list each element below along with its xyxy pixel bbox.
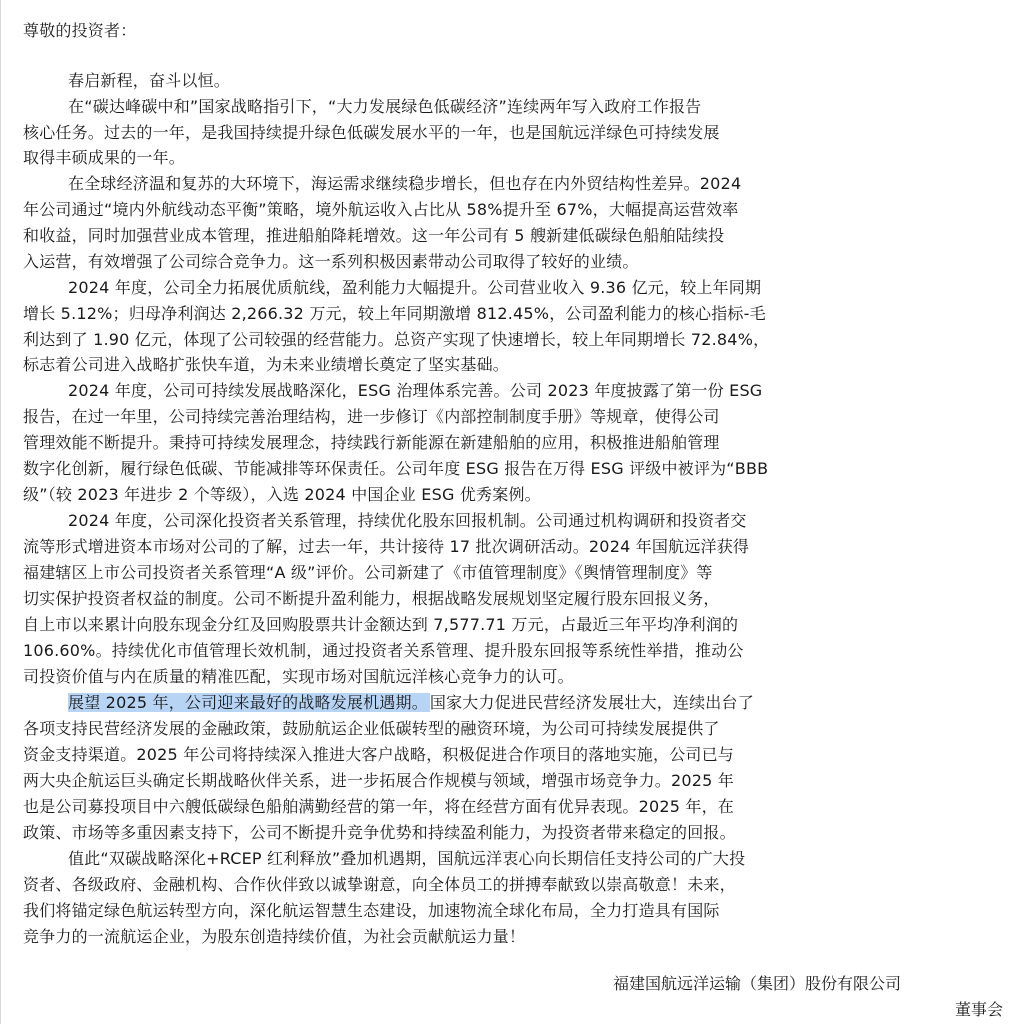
paragraph-line: 取得丰硕成果的一年。	[23, 148, 186, 167]
paragraph-line: 入运营，有效增强了公司综合竞争力。这一系列积极因素带动公司取得了较好的业绩。	[23, 252, 639, 271]
paragraph-line: 数字化创新，履行绿色低碳、节能减排等环保责任。公司年度 ESG 报告在万得 ESG 评级中被评为“BBB	[23, 459, 769, 478]
paragraph-line: 资者、各级政府、金融机构、合作伙伴致以诚挚谢意，向全体员工的拼搏奉献致以崇高敬意！未来，	[23, 875, 736, 894]
paragraph-line: 增长 5.12%；归母净利润达 2,266.32 万元，较上年同期激增 812.45%，公司盈利能力的核心指标-毛	[23, 304, 766, 323]
letter-greeting: 尊敬的投资者：	[23, 21, 137, 40]
paragraph-line: 利达到了 1.90 亿元，体现了公司较强的经营能力。总资产实现了快速增长，较上年同期增长 72.84%，	[23, 330, 770, 349]
paragraph-line: 春启新程，奋斗以恒。	[68, 71, 231, 90]
paragraph-line: 和收益，同时加强营业成本管理，推进船舶降耗增效。这一年公司有 5 艘新建低碳绿色船舶陆续投	[23, 226, 725, 245]
paragraph-line: 管理效能不断提升。秉持可持续发展理念，持续践行新能源在新建船舶的应用，积极推进船舶管理	[23, 433, 720, 452]
paragraph-line: 资金支持渠道。2025 年公司将持续深入推进大客户战略，积极促进合作项目的落地实施，公司已与	[23, 745, 735, 764]
paragraph-line: 政策、市场等多重因素支持下，公司不断提升竞争优势和持续盈利能力，为投资者带来稳定的回报。	[23, 823, 736, 842]
signature-board: 董事会	[955, 1000, 1004, 1019]
paragraph-line: 2024 年度，公司可持续发展战略深化，ESG 治理体系完善。公司 2023 年度披露了第一份 ESG	[68, 381, 763, 400]
paragraph-line: 在“碳达峰碳中和”国家战略指引下，“大力发展绿色低碳经济”连续两年写入政府工作报告	[68, 97, 702, 116]
paragraph-line: 2024 年度，公司深化投资者关系管理，持续优化股东回报机制。公司通过机构调研和投资者交	[68, 511, 747, 530]
paragraph-line: 也是公司募投项目中六艘低碳绿色船舶满勤经营的第一年，将在经营方面有优异表现。2025 年，在	[23, 797, 735, 816]
paragraph-line: 两大央企航运巨头确定长期战略伙伴关系，进一步拓展合作规模与领域，增强市场竞争力。2025 年	[23, 771, 735, 790]
paragraph-line: 各项支持民营经济发展的金融政策，鼓励航运企业低碳转型的融资环境，为公司可持续发展提供了	[23, 719, 720, 738]
paragraph-line: 切实保护投资者权益的制度。公司不断提升盈利能力，根据战略发展规划坚定履行股东回报义务，	[23, 589, 720, 608]
paragraph-line-rest: 国家大力促进民营经济发展壮大，连续出台了	[429, 693, 754, 712]
paragraph-line: 106.60%。持续优化市值管理长效机制，通过投资者关系管理、提升股东回报等系统性举措，推动公	[23, 641, 744, 660]
selected-text-highlight[interactable]: 展望 2025 年，公司迎来最好的战略发展机遇期。	[68, 693, 428, 712]
paragraph-line: 司投资价值与内在质量的精准匹配，实现市场对国航远洋核心竞争力的认可。	[23, 667, 574, 686]
signature-company: 福建国航远洋运输（集团）股份有限公司	[613, 974, 902, 993]
paragraph-line-with-highlight[interactable]	[68, 693, 754, 713]
paragraph-line: 在全球经济温和复苏的大环境下，海运需求继续稳步增长，但也存在内外贸结构性差异。2024	[68, 174, 742, 193]
paragraph-line: 自上市以来累计向股东现金分红及回购股票共计金额达到 7,577.71 万元，占最近三年平均净利润的	[23, 615, 739, 634]
paragraph-line: 级”（较 2023 年进步 2 个等级），入选 2024 中国企业 ESG 优秀案例。	[23, 485, 541, 504]
paragraph-line: 2024 年度，公司全力拓展优质航线，盈利能力大幅提升。公司营业收入 9.36 亿元，较上年同期	[68, 278, 762, 297]
paragraph-line: 福建辖区上市公司投资者关系管理“A 级”评价。公司新建了《市值管理制度》《舆情管理制度》等	[23, 563, 713, 582]
paragraph-line: 我们将锚定绿色航运转型方向，深化航运智慧生态建设，加速物流全球化布局，全力打造具有国际	[23, 901, 720, 920]
paragraph-line: 值此“双碳战略深化+RCEP 红利释放”叠加机遇期，国航远洋衷心向长期信任支持公司的广大投	[68, 849, 746, 868]
paragraph-line: 年公司通过“境内外航线动态平衡”策略，境外航运收入占比从 58%提升至 67%，大幅提高运营效率	[23, 200, 739, 219]
paragraph-line: 标志着公司进入战略扩张快车道，为未来业绩增长奠定了坚实基础。	[23, 355, 510, 374]
paragraph-line: 竞争力的一流航运企业，为股东创造持续价值，为社会贡献航运力量！	[23, 927, 526, 946]
paragraph-line: 流等形式增进资本市场对公司的了解，过去一年，共计接待 17 批次调研活动。2024 年国航远洋获得	[23, 537, 750, 556]
paragraph-line: 报告，在过一年里，公司持续完善治理结构，进一步修订《内部控制制度手册》等规章，使得公司	[23, 407, 720, 426]
paragraph-line: 核心任务。过去的一年，是我国持续提升绿色低碳发展水平的一年，也是国航远洋绿色可持续发展	[23, 123, 720, 142]
